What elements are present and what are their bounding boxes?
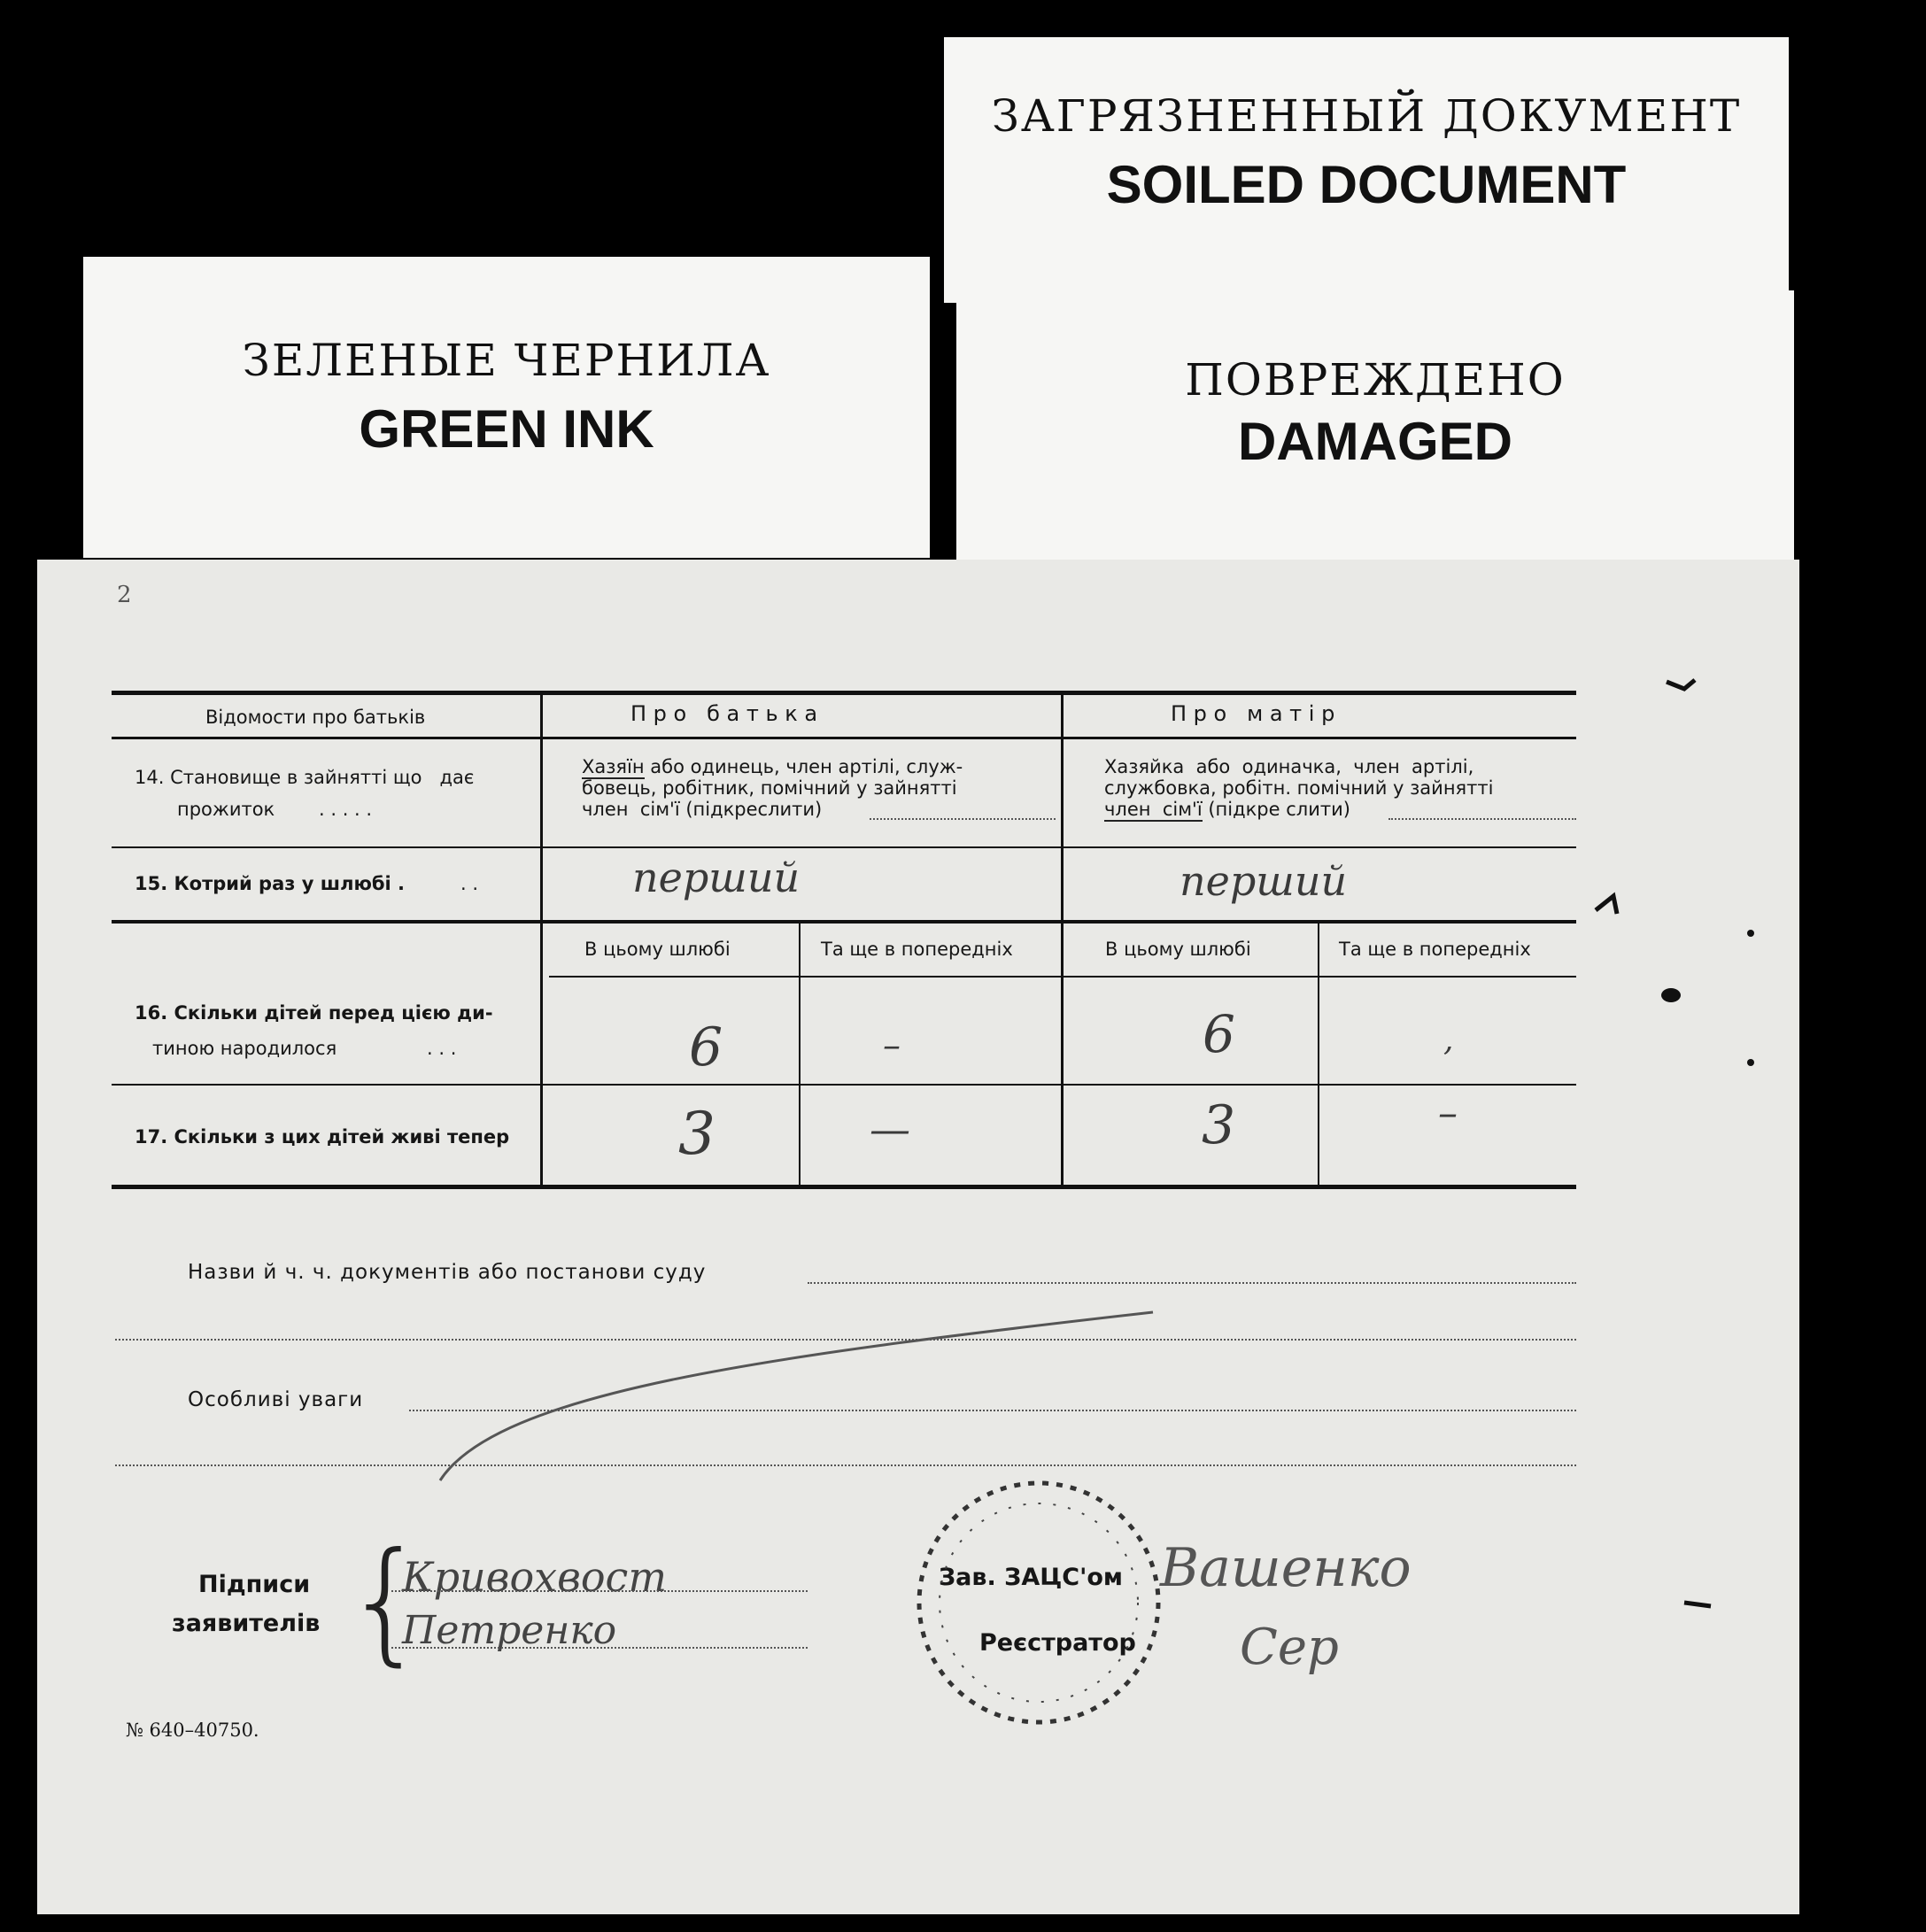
speck-1	[1661, 988, 1681, 1002]
document-marks	[37, 560, 1799, 1914]
speck-2	[1747, 930, 1754, 937]
q14-label-line2: прожиток	[177, 799, 275, 820]
header-about-father: П р о б а т ь к а	[630, 701, 818, 726]
q17-mother-previous: –	[1438, 1091, 1458, 1136]
signatures-label-line1: Підписи	[198, 1571, 311, 1598]
damaged-flag-russian: ПОВРЕЖДЕНО	[1185, 354, 1566, 406]
subheader-mother-previous: Та ще в попередніх	[1339, 939, 1531, 960]
subheader-father-this-marriage: В цьому шлюбі	[584, 939, 731, 960]
notes-label: Особливі уваги	[188, 1388, 364, 1411]
documents-label: Назви й ч. ч. документів або постанови суду	[188, 1261, 707, 1284]
registry-head-signature: Вашенко	[1160, 1537, 1412, 1599]
subheader-father-previous: Та ще в попередніх	[821, 939, 1013, 960]
speck-6	[1684, 1603, 1711, 1606]
form-number: № 640–40750.	[126, 1719, 259, 1741]
q14-mother-line1: Хазяйка або одиначка, член артілі,	[1104, 756, 1474, 777]
q15-label-dots: . .	[460, 873, 479, 894]
q14-father-line2: бовець, робітник, помічний у зайнятті	[582, 777, 957, 799]
q17-father-this: 3	[678, 1100, 715, 1168]
official-stamp-inner	[940, 1503, 1138, 1702]
q14-father-line1-rest: або одинець, член артілі, служ-	[644, 756, 963, 777]
q17-father-previous: —	[870, 1105, 910, 1153]
q16-father-this: 6	[689, 1016, 723, 1078]
soiled-flag-english: SOILED DOCUMENT	[1106, 155, 1627, 214]
registrar-label: Реєстратор	[979, 1629, 1136, 1657]
speck-3	[1747, 1059, 1754, 1066]
q16-mother-this: 6	[1203, 1004, 1235, 1064]
speck-5	[1596, 896, 1617, 914]
q17-label: 17. Скільки з цих дітей живі тепер	[135, 1126, 510, 1148]
q16-mother-previous: ,	[1443, 1022, 1454, 1058]
damaged-flag-english: DAMAGED	[1238, 412, 1512, 471]
header-about-mother: П р о м а т і р	[1171, 701, 1335, 726]
applicant-signature-1: Кривохвост	[402, 1553, 667, 1601]
signatures-label-line2: заявителів	[172, 1610, 321, 1637]
speck-4	[1667, 680, 1695, 689]
soiled-document-flag	[944, 37, 1789, 303]
q14-father-underlined: Хазяїн	[582, 756, 645, 777]
green-ink-flag-russian: ЗЕЛЕНЫЕ ЧЕРНИЛА	[242, 335, 771, 386]
q14-label-line1: 14. Становище в зайнятті що дає	[135, 767, 475, 788]
green-ink-flag	[83, 257, 930, 558]
damaged-flag	[956, 290, 1794, 574]
corner-mark: 2	[117, 582, 132, 608]
signatures-brace: {	[344, 1525, 429, 1679]
q15-mother-handwritten: перший	[1180, 857, 1348, 905]
q16-father-previous: –	[883, 1025, 901, 1066]
official-stamp	[919, 1483, 1158, 1722]
q15-father-handwritten: перший	[632, 854, 801, 901]
q16-label-line1: 16. Скільки дітей перед цією ди-	[135, 1002, 493, 1024]
registration-form	[37, 560, 1799, 1914]
q17-mother-this: 3	[1202, 1094, 1236, 1156]
q16-label-line2: тиною народилося	[152, 1038, 337, 1059]
q16-label-dots: . . .	[427, 1038, 457, 1059]
q14-mother-underlined: член сім'ї	[1104, 799, 1203, 820]
registry-head-label: Зав. ЗАЦС'ом	[939, 1564, 1123, 1591]
q14-mother-line2: службовка, робітн. помічний у зайнятті	[1104, 777, 1494, 799]
q15-label: 15. Котрий раз у шлюбі .	[135, 873, 406, 894]
registrar-signature: Сер	[1240, 1619, 1339, 1676]
subheader-mother-this-marriage: В цьому шлюбі	[1105, 939, 1251, 960]
q14-label-dots: . . . . .	[319, 799, 373, 820]
header-parents-info: Відомости про батьків	[205, 707, 426, 728]
soiled-flag-russian: ЗАГРЯЗНЕННЫЙ ДОКУМЕНТ	[991, 90, 1742, 142]
q14-father-line3: член сім'ї (підкреслити)	[582, 799, 823, 820]
applicant-signature-2: Петренко	[402, 1608, 617, 1653]
pen-stroke	[440, 1312, 1153, 1480]
green-ink-flag-english: GREEN INK	[359, 399, 654, 459]
q14-mother-line3-rest: (підкре слити)	[1202, 799, 1350, 820]
